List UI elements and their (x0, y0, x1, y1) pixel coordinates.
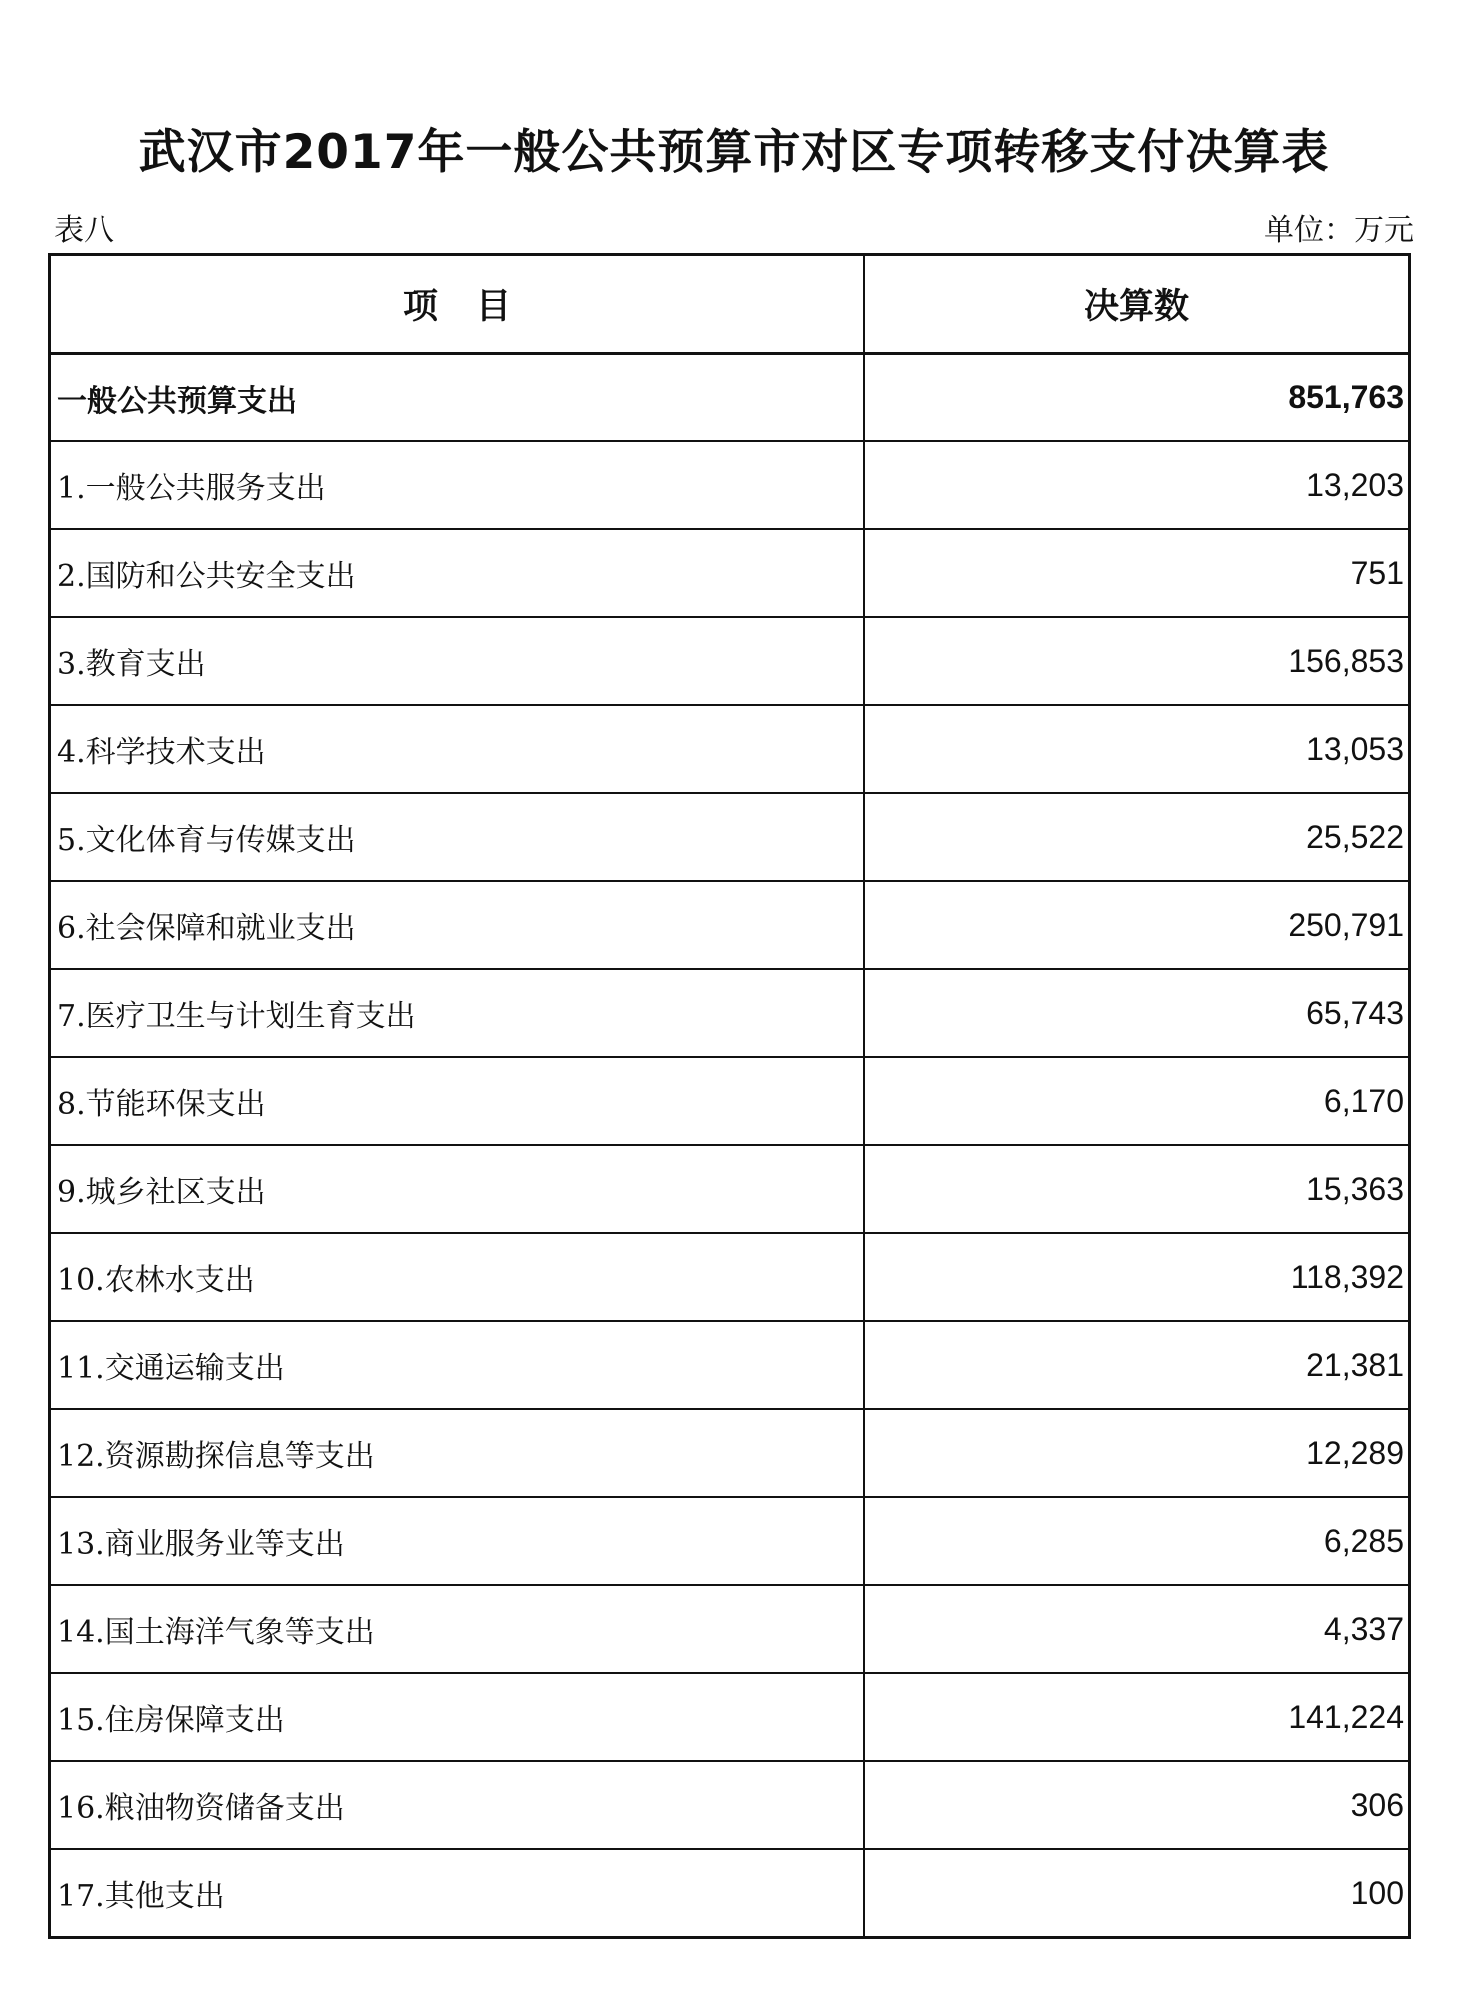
table-row (51, 1408, 1408, 1496)
table-number-label: 表八 (54, 213, 114, 248)
table-row (51, 1584, 1408, 1672)
row-name: 2.国防和公共安全支出 (51, 530, 865, 616)
table-row (51, 1672, 1408, 1760)
row-value: 156,853 (1288, 642, 1404, 679)
row-name: 13.商业服务业等支出 (51, 1498, 865, 1584)
row-value: 4,337 (1323, 1610, 1404, 1647)
unit-label: 单位：万元 (1264, 213, 1414, 248)
table-row (51, 616, 1408, 704)
row-value: 141,224 (1288, 1698, 1404, 1735)
table-row (51, 528, 1408, 616)
row-name: 6.社会保障和就业支出 (51, 882, 865, 968)
row-name: 7.医疗卫生与计划生育支出 (51, 970, 865, 1056)
column-header-item (51, 256, 865, 352)
row-value: 6,285 (1323, 1522, 1404, 1559)
table-row (51, 792, 1408, 880)
row-value: 65,743 (1306, 994, 1404, 1031)
row-name: 5.文化体育与传媒支出 (51, 794, 865, 880)
row-value: 15,363 (1306, 1170, 1404, 1207)
row-name: 9.城乡社区支出 (51, 1146, 865, 1232)
row-value: 250,791 (1288, 906, 1404, 943)
row-value: 12,289 (1306, 1434, 1404, 1471)
table-row (51, 880, 1408, 968)
column-header-item-text: 项目 (402, 287, 549, 327)
row-name: 4.科学技术支出 (51, 706, 865, 792)
row-name: 15.住房保障支出 (51, 1674, 865, 1760)
row-value: 851,763 (1288, 379, 1404, 415)
table-row (51, 1320, 1408, 1408)
row-name: 14.国土海洋气象等支出 (51, 1586, 865, 1672)
row-name: 16.粮油物资储备支出 (51, 1762, 865, 1848)
row-name: 10.农林水支出 (51, 1234, 865, 1320)
row-value: 751 (1350, 554, 1404, 591)
table-row (51, 1848, 1408, 1936)
row-value: 13,053 (1306, 730, 1404, 767)
page-title: 武汉市2017年一般公共预算市对区专项转移支付决算表 (138, 125, 1330, 180)
table-row (51, 1760, 1408, 1848)
table-row (51, 440, 1408, 528)
table-header-row (51, 256, 1408, 352)
row-value: 13,203 (1306, 466, 1404, 503)
row-name: 8.节能环保支出 (51, 1058, 865, 1144)
column-header-amount: 决算数 (1083, 287, 1189, 327)
row-value: 306 (1350, 1786, 1404, 1823)
budget-table (48, 253, 1411, 1939)
table-row (51, 968, 1408, 1056)
table-row (51, 1056, 1408, 1144)
table-row (51, 1496, 1408, 1584)
table-row-total (51, 352, 1408, 440)
row-value: 25,522 (1306, 818, 1404, 855)
row-value: 21,381 (1306, 1346, 1404, 1383)
table-row (51, 704, 1408, 792)
row-name: 12.资源勘探信息等支出 (51, 1410, 865, 1496)
row-name: 17.其他支出 (51, 1850, 865, 1936)
row-name: 一般公共预算支出 (51, 355, 865, 440)
row-name: 11.交通运输支出 (51, 1322, 865, 1408)
table-body (51, 440, 1408, 1936)
row-value: 100 (1350, 1874, 1404, 1911)
table-row (51, 1144, 1408, 1232)
row-value: 118,392 (1290, 1258, 1404, 1295)
row-name: 1.一般公共服务支出 (51, 442, 865, 528)
row-value: 6,170 (1323, 1082, 1404, 1119)
table-row (51, 1232, 1408, 1320)
row-name: 3.教育支出 (51, 618, 865, 704)
